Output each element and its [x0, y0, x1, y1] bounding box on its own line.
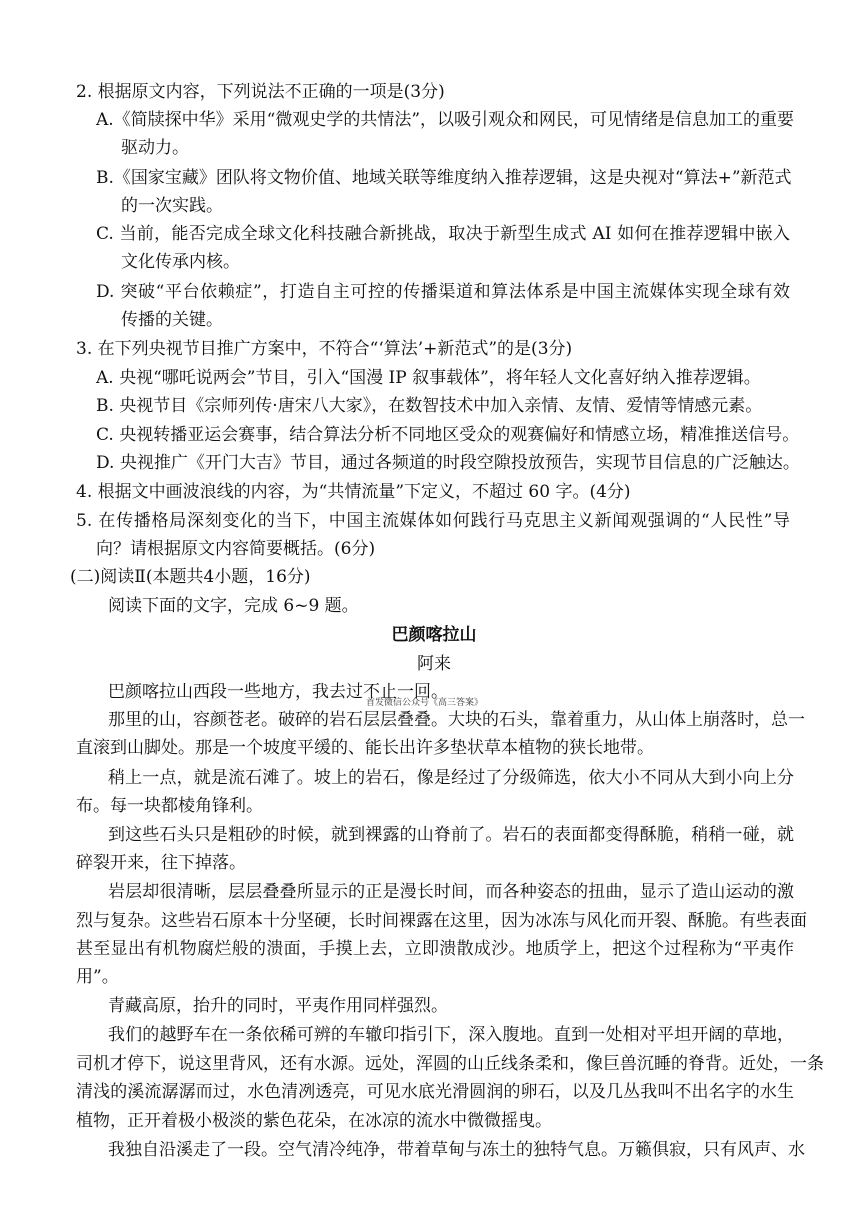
question-2-stem: 2. 根据原文内容，下列说法不正确的一项是(3分) — [76, 82, 445, 102]
question-5: 5. 在传播格局深刻变化的当下，中国主流媒体如何践行马克思主义新闻观强调的“人民性”导 — [76, 511, 790, 531]
question-2-option-b-cont: 的一次实践。 — [121, 196, 223, 216]
question-5-cont: 向？请根据原文内容简要概括。(6分) — [96, 539, 376, 559]
passage-paragraph-2: 那里的山，容颜苍老。破碎的岩石层层叠叠。大块的石头，靠着重力，从山体上崩落时，总一 — [108, 710, 805, 730]
watermark: 首发微信公众号《高三答案》 — [366, 698, 484, 708]
passage-paragraph-7-cont-1: 司机才停下，说这里背风，还有水源。远处，浑圆的山丘线条柔和，像巨兽沉睡的脊背。近处，一条 — [76, 1054, 824, 1074]
question-4: 4. 根据文中画波浪线的内容，为“共情流量”下定义，不超过 60 字。(4分) — [76, 482, 631, 502]
passage-paragraph-5-cont-2: 甚至显出有机物腐烂般的溃面，手摸上去，立即溃散成沙。地质学上，把这个过程称为“平夷作 — [76, 939, 794, 959]
passage-paragraph-7: 我们的越野车在一条依稀可辨的车辙印指引下，深入腹地。直到一处相对平坦开阔的草地， — [108, 1025, 794, 1045]
passage-title: 巴颜喀拉山 — [391, 625, 477, 645]
question-3-option-a: A. 央视“哪吒说两会”节目，引入“国漫 IP 叙事载体”，将年轻人文化喜好纳入推荐逻辑。 — [96, 368, 761, 388]
question-2-option-c: C. 当前，能否完成全球文化科技融合新挑战，取决于新型生成式 AI 如何在推荐逻辑中嵌入 — [96, 224, 790, 244]
passage-paragraph-5-cont-1: 烈与复杂。这些岩石原本十分坚硬，长时间裸露在这里，因为冰冻与风化而开裂、酥脆。有些表面 — [76, 911, 807, 931]
question-2-option-a-cont: 驱动力。 — [121, 138, 189, 158]
passage-paragraph-5: 岩层却很清晰，层层叠叠所显示的正是漫长时间，而各种姿态的扭曲，显示了造山运动的激 — [108, 882, 794, 902]
passage-paragraph-6: 青藏高原，抬升的同时，平夷作用同样强烈。 — [108, 996, 448, 1016]
passage-paragraph-7-cont-2: 清浅的溪流潺潺而过，水色清冽透亮，可见水底光滑圆润的卵石，以及几丛我叫不出名字的水生 — [76, 1082, 794, 1102]
question-2-option-b: B.《国家宝藏》团队将文物价值、地域关联等维度纳入推荐逻辑，这是央视对“算法+”新范式 — [96, 168, 792, 188]
section-2-heading: (二)阅读Ⅱ(本题共4小题，16分) — [70, 567, 311, 587]
passage-paragraph-2-cont: 直滚到山脚处。那是一个坡度平缓的、能长出许多垫状草本植物的狭长地带。 — [76, 738, 654, 758]
passage-paragraph-4: 到这些石头只是粗砂的时候，就到裸露的山脊前了。岩石的表面都变得酥脆，稍稍一碰，就 — [108, 825, 794, 845]
question-3-option-d: D. 央视推广《开门大吉》节目，通过各频道的时段空隙投放预告，实现节目信息的广泛触达。 — [96, 453, 800, 473]
passage-paragraph-3: 稍上一点，就是流石滩了。坡上的岩石，像是经过了分级筛选，依大小不同从大到小向上分 — [108, 768, 794, 788]
passage-paragraph-7-cont-3: 植物，正开着极小极淡的紫色花朵，在冰凉的流水中微微摇曳。 — [76, 1111, 552, 1131]
question-2-option-d-cont: 传播的关键。 — [121, 310, 223, 330]
question-2-option-a: A.《简牍探中华》采用“微观史学的共情法”，以吸引观众和网民，可见情绪是信息加工的重要 — [96, 110, 795, 130]
question-3-stem: 3. 在下列央视节目推广方案中，不符合“‘算法’+新范式”的是(3分) — [76, 339, 573, 359]
section-2-instruction: 阅读下面的文字，完成 6~9 题。 — [108, 596, 359, 616]
question-2-option-c-cont: 文化传承内核。 — [121, 252, 240, 272]
question-3-option-b: B. 央视节目《宗师列传·唐宋八大家》，在数智技术中加入亲情、友情、爱情等情感元素。 — [96, 396, 763, 416]
passage-paragraph-5-cont-3: 用”。 — [76, 967, 119, 987]
passage-paragraph-3-cont: 布。每一块都棱角锋利。 — [76, 796, 263, 816]
passage-paragraph-4-cont: 碎裂开来，往下掉落。 — [76, 853, 246, 873]
passage-paragraph-8: 我独自沿溪走了一段。空气清冷纯净，带着草甸与冻土的独特气息。万籁俱寂，只有风声、水 — [108, 1140, 805, 1160]
question-2-option-d: D. 突破“平台依赖症”，打造自主可控的传播渠道和算法体系是中国主流媒体实现全球有效 — [96, 282, 790, 302]
passage-paragraph-1: 巴颜喀拉山西段一些地方，我去过不止一回。 — [108, 682, 448, 702]
passage-author: 阿来 — [417, 654, 451, 674]
question-3-option-c: C. 央视转播亚运会赛事，结合算法分析不同地区受众的观赛偏好和情感立场，精准推送信号。 — [96, 425, 800, 445]
